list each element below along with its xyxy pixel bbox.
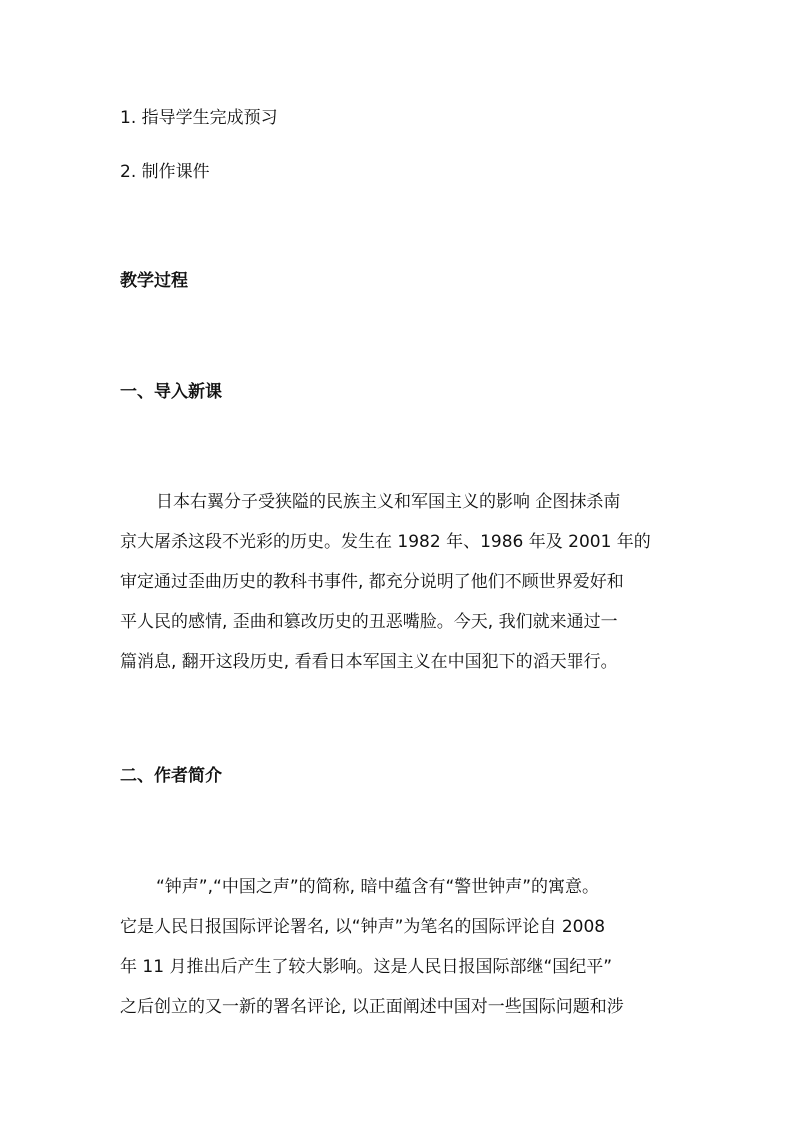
prep-item-2: 2. 制作课件 xyxy=(120,162,210,182)
author-line-4: 之后创立的又一新的署名评论, 以正面阐述中国对一些国际问题和涉 xyxy=(120,997,624,1017)
intro-line-3: 审定通过歪曲历史的教科书事件, 都充分说明了他们不顾世界爱好和 xyxy=(120,572,624,592)
author-line-2: 它是人民日报国际评论署名, 以“钟声”为笔名的国际评论自 2008 xyxy=(120,917,606,937)
intro-line-5: 篇消息, 翻开这段历史, 看看日本军国主义在中国犯下的滔天罪行。 xyxy=(120,652,618,672)
author-line-1: “钟声”,“中国之声”的简称, 暗中蕴含有“警世钟声”的寓意。 xyxy=(156,877,600,897)
intro-line-1: 日本右翼分子受狭隘的民族主义和军国主义的影响 企图抹杀南 xyxy=(156,492,621,512)
section-heading-author: 二、作者简介 xyxy=(120,766,222,786)
section-heading-teaching-process: 教学过程 xyxy=(120,271,188,291)
prep-item-1: 1. 指导学生完成预习 xyxy=(120,108,278,128)
author-line-3: 年 11 月推出后产生了较大影响。这是人民日报国际部继“国纪平” xyxy=(120,957,613,977)
intro-line-4: 平人民的感情, 歪曲和篡改历史的丑恶嘴脸。今天, 我们就来通过一 xyxy=(120,612,618,632)
intro-paragraph xyxy=(120,482,680,682)
intro-line-2: 京大屠杀这段不光彩的历史。发生在 1982 年、1986 年及 2001 年的 xyxy=(120,532,651,552)
section-heading-intro: 一、导入新课 xyxy=(120,382,222,402)
author-paragraph xyxy=(120,867,680,1027)
